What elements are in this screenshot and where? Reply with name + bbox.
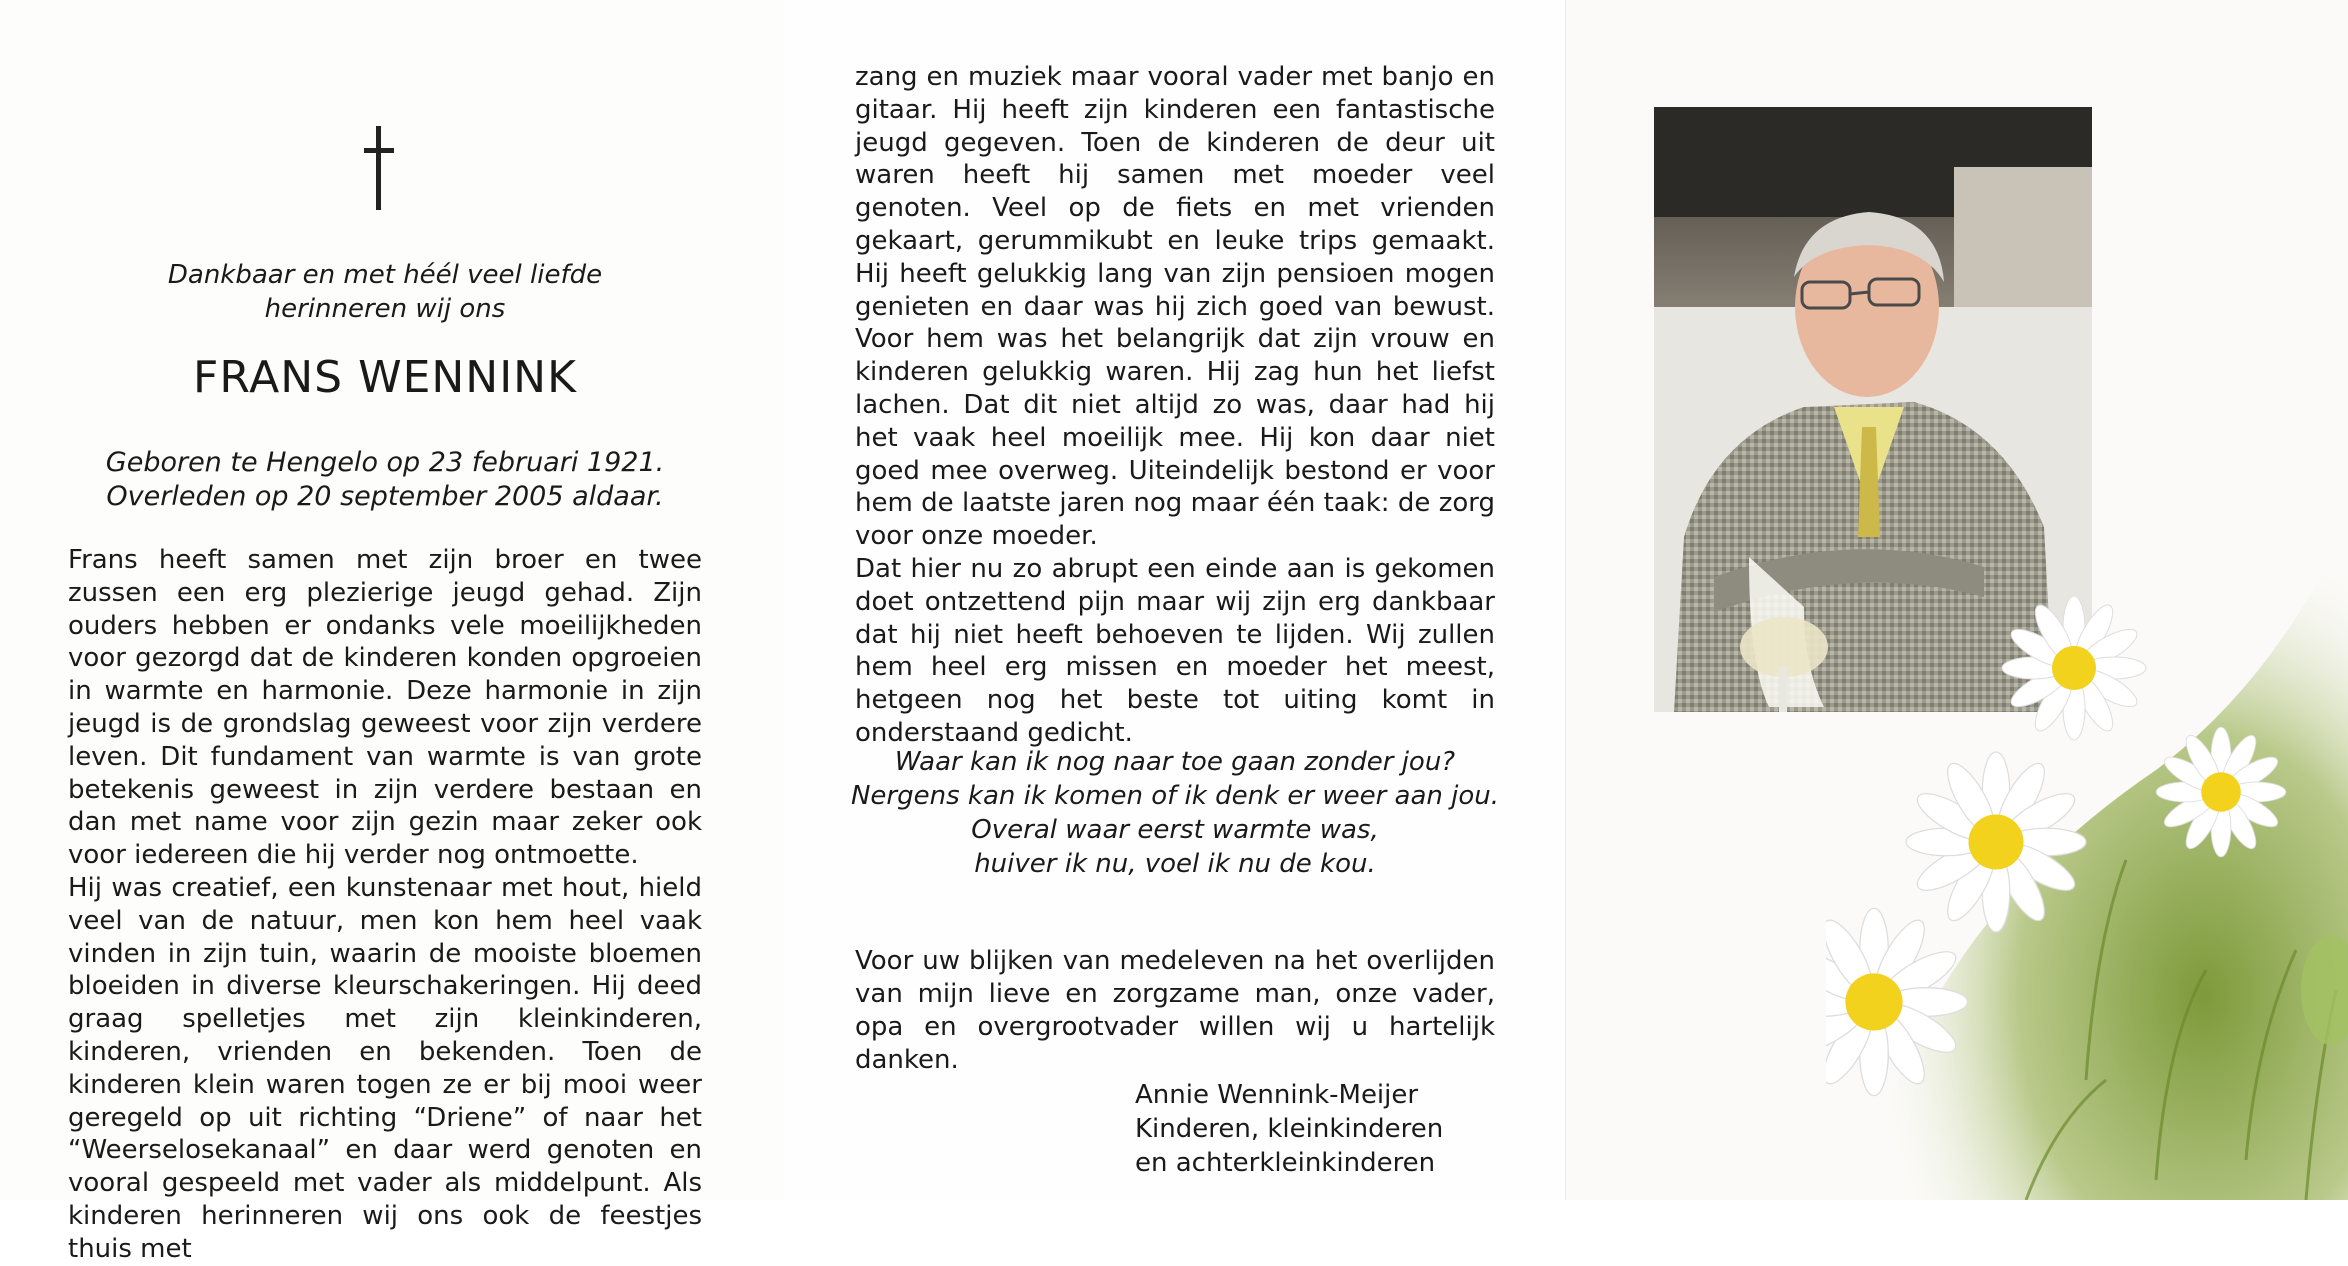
- biography-paragraph-1: Frans heeft samen met zijn broer en twee zussen een erg plezierige jeugd gehad. Zijn ouders hebben er ondanks vele moeilijkheden voor gezorgd dat de kinderen konden opgroeien in warmte en harmonie. Deze harmonie in zijn jeugd is de grondslag geweest voor zijn verdere leven. Dit fundament van warmte is van grote betekenis geweest in zijn verdere bestaan en dan met name voor zijn gezin maar zeker ook voor iedereen die hij verder nog ontmoette.: [68, 545, 702, 871]
- signoff-line-2: Kinderen, kleinkinderen: [1135, 1114, 1444, 1144]
- poem-line-3: Overal waar eerst warmte was,: [971, 815, 1379, 845]
- daisy-flowers-image: [1826, 520, 2348, 1200]
- intro-line-2: herinneren wij ons: [264, 294, 506, 324]
- biography-paragraph-4: Dat hier nu zo abrupt een einde aan is gekomen doet ontzettend pijn maar wij zijn erg dankbaar dat hij niet heeft behoeven te lijden. Wij zullen hem heel erg missen en moeder het meest, hetgeen nog het beste tot uiting komt in onderstaand gedicht.: [855, 553, 1495, 748]
- biography-paragraph-3: zang en muziek maar vooral vader met banjo en gitaar. Hij heeft zijn kinderen een fantastische jeugd gegeven. Toen de kinderen de deur uit waren heeft hij samen met moeder veel genoten. Veel op de fiets en met vrienden gekaart, gerummikubt en leuke trips gemaakt. Hij heeft gelukkig lang van zijn pensioen mogen genieten en daar was hij zich goed van bewust. Voor hem was het belangrijk dat zijn vrouw en kinderen gelukkig waren. Hij zag hun het liefst lachen. Dat dit niet altijd zo was, daar had hij het vaak heel moeilijk mee. Hij kon daar niet goed mee overweg. Uiteindelijk bestond er voor hem de laatste jaren nog maar één taak: de zorg voor onze moeder.: [855, 62, 1495, 552]
- death-line: Overleden op 20 september 2005 aldaar.: [106, 481, 664, 512]
- intro-text: [80, 258, 690, 326]
- signoff-line-3: en achterkleinkinderen: [1135, 1148, 1436, 1178]
- biography-paragraph-2: Hij was creatief, een kunstenaar met hout, hield veel van de natuur, men kon hem heel vaak vinden in zijn tuin, waarin de mooiste bloemen bloeiden in diverse kleurschakeringen. Hij deed graag spelletjes met zijn kleinkinderen, kinderen, vrienden en bekenden. Toen de kinderen klein waren togen ze er bij mooi weer geregeld op uit richting “Driene” of naar het “Weerselosekanaal” en daar werd genoten en vooral gespeeld met vader als middelpunt. Als kinderen herinneren wij ons ook de feestjes thuis met: [68, 872, 702, 1264]
- poem: [825, 745, 1525, 881]
- left-panel: [0, 0, 785, 1264]
- thanks-message: Voor uw blijken van medeleven na het overlijden van mijn lieve en zorgzame man, onze vader, opa en overgrootvader willen wij u hartelijk danken.: [855, 946, 1495, 1075]
- biography-continued: [855, 61, 1495, 750]
- poem-line-4: huiver ik nu, voel ik nu de kou.: [974, 849, 1376, 879]
- birth-line: Geboren te Hengelo op 23 februari 1921.: [105, 447, 665, 478]
- poem-line-1: Waar kan ik nog naar toe gaan zonder jou?: [894, 747, 1456, 777]
- cross-icon: [364, 126, 394, 210]
- right-panel: [1565, 0, 2348, 1200]
- signoff: [1135, 1078, 1475, 1180]
- biography-left: [68, 544, 702, 1266]
- life-dates: [60, 446, 710, 514]
- deceased-name: FRANS WENNINK: [193, 352, 577, 403]
- middle-panel: [785, 0, 1565, 1200]
- intro-line-1: Dankbaar en met héél veel liefde: [167, 260, 603, 290]
- poem-line-2: Nergens kan ik komen of ik denk er weer aan jou.: [850, 781, 1500, 811]
- signoff-line-1: Annie Wennink-Meijer: [1135, 1080, 1419, 1110]
